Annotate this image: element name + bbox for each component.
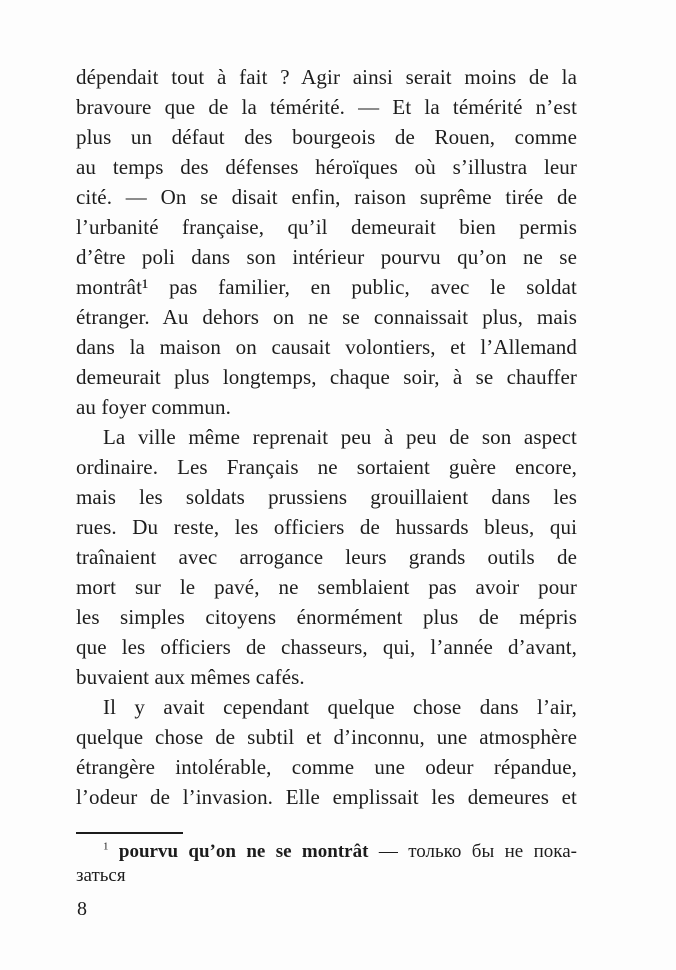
text-line: buvaient aux mêmes cafés. xyxy=(76,665,305,689)
footnote xyxy=(76,840,577,888)
footnote-line-1 xyxy=(76,840,577,864)
text-line: Il y avait cependant quelque chose dans l’air, xyxy=(103,695,577,719)
footnote-line-2: заться xyxy=(76,865,126,886)
text-line: dépendait tout à fait ? Agir ainsi serait moins de la xyxy=(76,65,577,89)
footnote-phrase: pourvu qu’on ne se montrât xyxy=(118,841,369,862)
text-line: au foyer commun. xyxy=(76,395,231,419)
text-line: plus un défaut des bourgeois de Rouen, comme xyxy=(76,125,577,149)
text-line: étranger. Au dehors on ne se connaissait plus, mais xyxy=(76,305,577,329)
text-line: mais les soldats prussiens grouillaient dans les xyxy=(76,485,577,509)
footnote-dash: — xyxy=(378,841,398,862)
text-line: demeurait plus longtemps, chaque soir, à se chauffer xyxy=(76,365,577,389)
text-line: d’être poli dans son intérieur pourvu qu’on ne se xyxy=(76,245,577,269)
text-line: cité. — On se disait enfin, raison suprême tirée de xyxy=(76,185,577,209)
page-number: 8 xyxy=(77,898,87,920)
text-line: l’urbanité française, qu’il demeurait bien permis xyxy=(76,215,577,239)
text-line: dans la maison on causait volontiers, et l’Allemand xyxy=(76,335,577,359)
footnote-marker: 1 xyxy=(103,840,109,853)
text-line: La ville même reprenait peu à peu de son aspect xyxy=(103,425,577,449)
text-line: bravoure que de la témérité. — Et la témérité n’est xyxy=(76,95,577,119)
text-line: montrât¹ pas familier, en public, avec le soldat xyxy=(76,275,577,299)
text-line: que les officiers de chasseurs, qui, l’année d’avant, xyxy=(76,635,577,659)
text-line: traînaient avec arrogance leurs grands outils de xyxy=(76,545,577,569)
text-line: rues. Du reste, les officiers de hussards bleus, qui xyxy=(76,515,577,539)
text-line: l’odeur de l’invasion. Elle emplissait les demeures et xyxy=(76,785,577,809)
text-line: ordinaire. Les Français ne sortaient guère encore, xyxy=(76,455,577,479)
footnote-translation: только бы не пока- xyxy=(408,841,577,862)
text-line: les simples citoyens énormément plus de mépris xyxy=(76,605,577,629)
text-line: étrangère intolérable, comme une odeur répandue, xyxy=(76,755,577,779)
text-line: au temps des défenses héroïques où s’illustra leur xyxy=(76,155,577,179)
body-text xyxy=(76,62,577,812)
footnote-separator xyxy=(76,832,183,834)
text-line: mort sur le pavé, ne semblaient pas avoir pour xyxy=(76,575,577,599)
text-line: quelque chose de subtil et d’inconnu, une atmosphère xyxy=(76,725,577,749)
